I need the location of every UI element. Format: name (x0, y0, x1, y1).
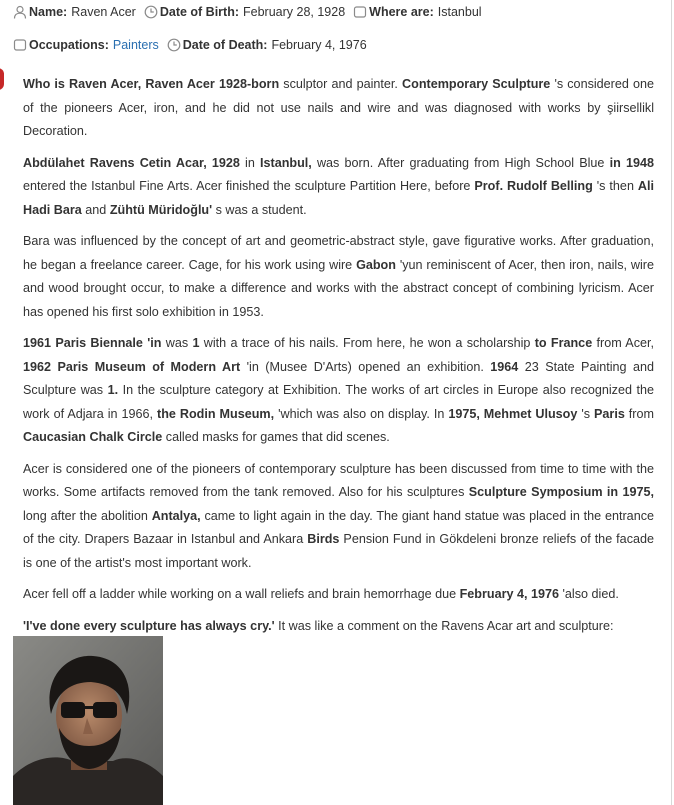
paragraph-text: 's then (592, 179, 638, 193)
bold-text: Who is Raven Acer, Raven Acer 1928-born (23, 77, 280, 91)
paragraph-text: from (624, 406, 654, 421)
paragraph-text: sculptor and painter. (279, 77, 403, 91)
paragraph (23, 615, 654, 639)
paragraph (23, 583, 654, 607)
paragraph-text: in (239, 155, 261, 170)
bold-text: 1 (192, 336, 200, 350)
name-label: Name: (29, 5, 68, 19)
birth-label: Date of Birth: (159, 5, 240, 19)
bold-text: Sculpture Symposium in 1975, (468, 485, 654, 499)
meta-occupation (13, 38, 159, 52)
paragraph-text: and (81, 202, 110, 217)
bold-text: 1964 (490, 359, 519, 374)
bold-text: in 1948 (609, 155, 654, 170)
paragraph-text: 'yun reminiscent of Acer, then iron, nails, wire and wood brought occur, to make a difference and works with the abstract concept of combining lyricism. Acer has opened his first solo exhibition in 1953. (23, 257, 654, 319)
paragraph-text: came to light again in the day. The giant hand statue was placed in the entrance of the city. Drapers Bazaar in Istanbul and Ankara (23, 508, 654, 546)
where-value: Istanbul (437, 5, 482, 19)
death-label: Date of Death: (182, 38, 268, 52)
paragraph (23, 73, 654, 144)
paragraph-text: Acer is considered one of the pioneers of contemporary sculpture has been discussed from time to time with the works. Some artifacts removed from the tank removed. Also for his sculptures (23, 461, 654, 499)
bold-text: 1962 Paris Museum of Modern Art (23, 359, 241, 374)
paragraph-text: 'in (Musee D'Arts) opened an exhibition. (240, 359, 491, 374)
paragraph-text: 's considered one of the pioneers Acer, iron, and he did not use nails and wire and was diagnosed with works by şiirsellikl Decoration. (23, 77, 655, 138)
paragraph-text: 's (577, 406, 595, 421)
paragraph-text: It was like a comment on the Ravens Acar art and sculpture: (274, 618, 614, 633)
bold-text: February 4, 1976 (459, 587, 560, 601)
portrait-photo (13, 636, 163, 805)
bold-text: to France (534, 336, 593, 350)
paragraph-text: Bara was influenced by the concept of art and geometric-abstract style, gave figurative works. After graduation, he began a freelance career. Cage, for his work using wire (23, 234, 654, 272)
paragraph-text: 'which was also on display. In (274, 406, 449, 421)
paragraph-text: from Acer, (592, 336, 655, 350)
paragraph-text: with a trace of his nails. From here, he won a scholarship (199, 336, 535, 350)
paragraph-text: 'also died. (559, 587, 619, 601)
paragraph-text: Pension Fund in Gökdeleni bronze reliefs of the facade is one of the artist's most important work. (23, 532, 654, 570)
name-value: Raven Acer (71, 5, 136, 19)
paragraph (23, 152, 654, 223)
where-label: Where are: (369, 5, 434, 19)
bold-text: Gabon (356, 257, 396, 272)
portrait-image (13, 636, 163, 805)
bold-text: Contemporary Sculpture (402, 77, 551, 91)
paragraph-text: was born. After graduating from High School Blue (311, 155, 610, 170)
bold-text: Birds (307, 532, 340, 546)
paragraph (23, 230, 654, 324)
meta-name (13, 5, 136, 19)
paragraph-text: s was a student. (212, 202, 307, 217)
birth-value: February 28, 1928 (243, 5, 346, 19)
bold-text: Caucasian Chalk Circle (23, 430, 163, 444)
bold-text: Abdülahet Ravens Cetin Acar, 1928 (23, 155, 240, 170)
paragraph-text: In the sculpture category at Exhibition. The works of art circles in Europe also recognized the work of Adjara in 1966, (23, 383, 654, 421)
paragraph-text: was (161, 336, 193, 350)
paragraph-text: called masks for games that did scenes. (162, 430, 390, 444)
meta-death (167, 38, 367, 52)
bold-text: 1961 Paris Biennale 'in (23, 336, 162, 350)
bold-text: Ali Hadi Bara (23, 179, 654, 217)
paragraph-text: 23 State Painting and Sculpture was (23, 359, 654, 397)
bold-text: Prof. Rudolf Belling (474, 179, 593, 193)
checkbox-icon (13, 38, 27, 52)
meta-birth (144, 5, 345, 19)
bold-text: Istanbul, (260, 155, 312, 170)
bold-text: 1. (107, 383, 119, 397)
meta-row-1 (13, 5, 490, 19)
meta-row-2 (13, 38, 375, 52)
bold-text: the Rodin Museum, (157, 406, 275, 421)
paragraph (23, 332, 654, 450)
clock-icon (167, 38, 181, 52)
clock-icon (144, 5, 158, 19)
checkbox-icon (353, 5, 367, 19)
bold-text: Zühtü Müridoğlu' (109, 202, 213, 217)
paragraph-text: Acer fell off a ladder while working on a wall reliefs and brain hemorrhage due (23, 587, 460, 601)
bold-text: 1975, Mehmet Ulusoy (448, 406, 578, 421)
occupation-label: Occupations: (29, 38, 109, 52)
bold-text: Paris (594, 406, 625, 421)
bold-text: Antalya, (151, 508, 201, 523)
paragraph-text: entered the Istanbul Fine Arts. Acer finished the sculpture Partition Here, before (23, 179, 475, 193)
bold-text: 'I've done every sculpture has always cry.' (23, 618, 275, 633)
article-body (23, 73, 654, 646)
person-icon (13, 5, 27, 19)
side-marker (0, 68, 4, 90)
paragraph-text: long after the abolition (23, 508, 152, 523)
paragraph (23, 458, 654, 576)
meta-where (353, 5, 481, 19)
occupation-link[interactable]: Painters (112, 38, 159, 52)
death-value: February 4, 1976 (271, 38, 367, 52)
